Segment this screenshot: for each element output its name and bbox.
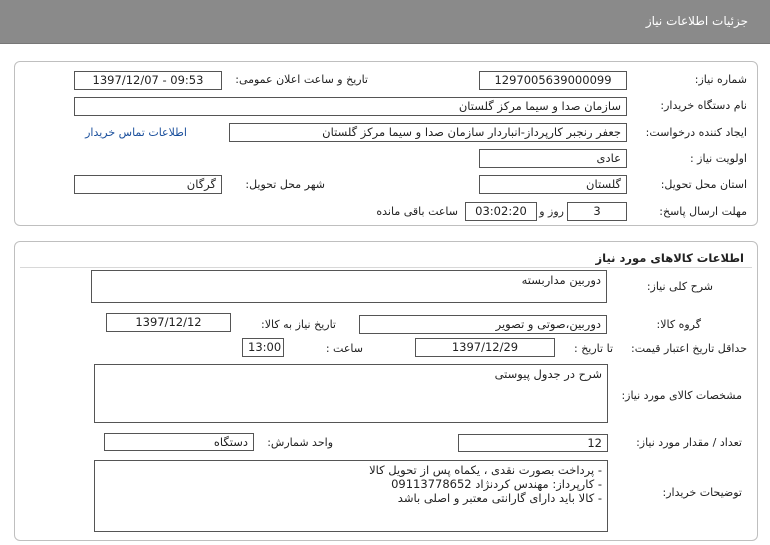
buyer-note-line: - پرداخت بصورت نقدی ، یکماه پس از تحویل کالا: [369, 463, 602, 477]
goods-group-label: گروه کالا:: [656, 318, 701, 331]
delivery-province-field[interactable]: گلستان: [479, 175, 627, 194]
need-number-field[interactable]: 1297005639000099: [479, 71, 627, 90]
announce-datetime-label: تاریخ و ساعت اعلان عمومی:: [235, 73, 368, 86]
quantity-field[interactable]: 12: [458, 434, 608, 452]
deadline-days-unit: روز و: [539, 205, 564, 218]
delivery-city-label: شهر محل تحویل:: [245, 178, 325, 191]
buyer-note-line: - کالا باید دارای گارانتی معتبر و اصلی باشد: [397, 491, 602, 505]
summary-label: شرح کلی نیاز:: [646, 280, 713, 293]
section-divider: [20, 267, 752, 268]
goods-section-title: اطلاعات کالاهای مورد نیاز: [595, 251, 744, 265]
specs-label: مشخصات کالای مورد نیاز:: [621, 389, 742, 402]
announce-datetime-field[interactable]: 1397/12/07 - 09:53: [74, 71, 222, 90]
unit-field[interactable]: دستگاه: [104, 433, 254, 451]
buyer-notes-label: توضیحات خریدار:: [662, 486, 742, 499]
summary-field[interactable]: دوربین مداربسته: [91, 270, 607, 303]
buyer-note-line: - کارپرداز: مهندس کردنژاد 09113778652: [391, 477, 602, 491]
validity-hour-field[interactable]: 13:00: [242, 338, 284, 357]
goods-group-field[interactable]: دوربین،صوتی و تصویر: [359, 315, 607, 334]
need-date-field[interactable]: 1397/12/12: [106, 313, 231, 332]
deadline-time-field[interactable]: 03:02:20: [465, 202, 537, 221]
requester-field[interactable]: جعفر رنجبر کارپرداز-انباردار سازمان صدا و سیما مرکز گلستان: [229, 123, 627, 142]
delivery-province-label: استان محل تحویل:: [660, 178, 747, 191]
page-title: جزئیات اطلاعات نیاز: [645, 14, 748, 28]
buyer-contact-link[interactable]: اطلاعات تماس خریدار: [85, 126, 187, 139]
buyer-notes-field[interactable]: [94, 460, 608, 532]
quantity-label: تعداد / مقدار مورد نیاز:: [636, 436, 742, 449]
deadline-days-field[interactable]: 3: [567, 202, 627, 221]
buyer-org-label: نام دستگاه خریدار:: [660, 99, 747, 112]
buyer-org-field[interactable]: سازمان صدا و سیما مرکز گلستان: [74, 97, 627, 116]
delivery-city-field[interactable]: گرگان: [74, 175, 222, 194]
need-number-label: شماره نیاز:: [694, 73, 747, 86]
requester-label: ایجاد کننده درخواست:: [645, 126, 747, 139]
until-date-field[interactable]: 1397/12/29: [415, 338, 555, 357]
response-deadline-label: مهلت ارسال پاسخ:: [659, 205, 747, 218]
specs-field[interactable]: شرح در جدول پیوستی: [94, 364, 608, 423]
validity-hour-label: ساعت :: [325, 342, 363, 355]
priority-field[interactable]: عادی: [479, 149, 627, 168]
until-date-label: تا تاریخ :: [574, 342, 613, 355]
unit-label: واحد شمارش:: [267, 436, 333, 449]
price-validity-label: حداقل تاریخ اعتبار قیمت:: [631, 342, 747, 355]
priority-label: اولویت نیاز :: [689, 152, 747, 165]
need-date-label: تاریخ نیاز به کالا:: [261, 318, 336, 331]
deadline-time-unit: ساعت باقی مانده: [376, 205, 458, 218]
